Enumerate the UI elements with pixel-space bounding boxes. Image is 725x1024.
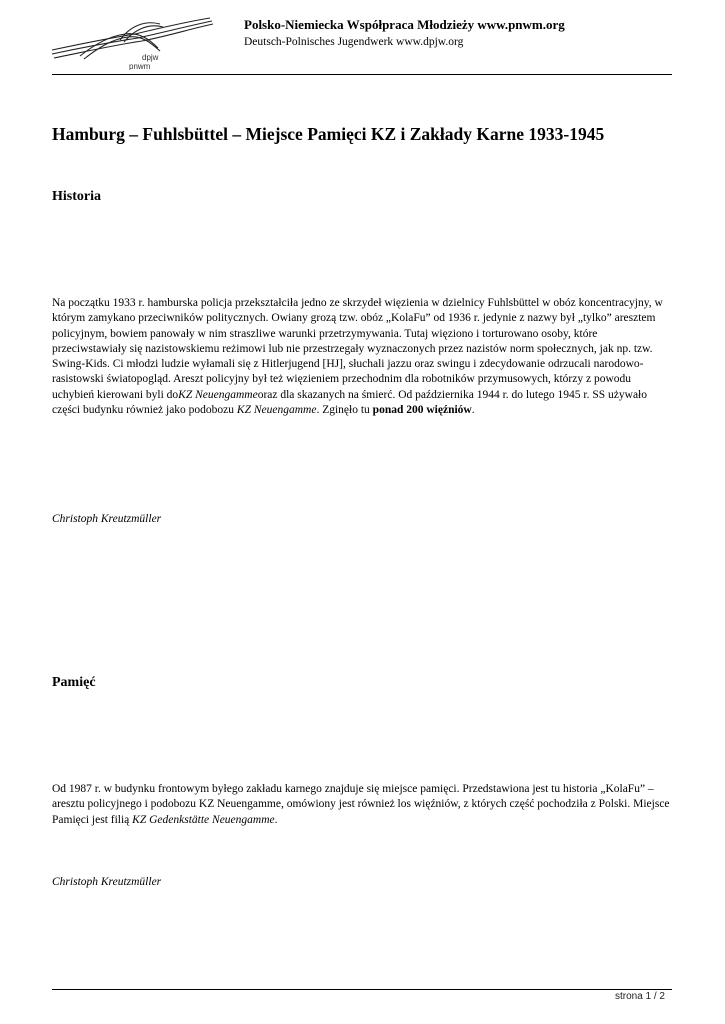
- svg-text:pnwm: pnwm: [129, 62, 151, 70]
- section-author-pamiec: Christoph Kreutzmüller: [52, 876, 162, 888]
- section-author-historia: Christoph Kreutzmüller: [52, 513, 162, 525]
- dpjw-pnwm-logo: [50, 14, 215, 70]
- page-title: Hamburg – Fuhlsbüttel – Miejsce Pamięci KZ i Zakłady Karne 1933-1945: [52, 124, 605, 144]
- footer-divider: [52, 989, 672, 990]
- org-name-german: Deutsch-Polnisches Jugendwerk www.dpjw.org: [244, 36, 464, 48]
- page-number: strona 1 / 2: [614, 991, 665, 1002]
- section-paragraph-historia: Na początku 1933 r. hamburska policja przekształciła jedno ze skrzydeł więzienia w dzielnicy Fuhlsbüttel w obóz koncentracyjny, w którym zamykano przeciwników politycznych. Owiany grozą tzw. obóz „KolaFu” od 1936 r. jedynie z nazwy był „tylko” aresztem policyjnym, bowiem panowały w nim straszliwe warunki przetrzymywania. Tutaj więziono i torturowano osoby, które przeciwstawiały się nazistowskiemu reżimowi lub nie przestrzegały wyznaczonych przez nazistów norm społecznych, jak np. tzw. Swing-Kids. Ci młodzi ludzie wyłamali się z Hitlerjugend [HJ], słuchali jazzu oraz swingu i zdecydowanie odrzucali narodowo-rasistowski światopogląd. Areszt policyjny był też więzieniem przechodnim dla robotników przymusowych, którzy z powodu uchybień kierowani byli doKZ Neuengammeoraz dla skazanych na śmierć. Od października 1944 r. do lutego 1945 r. SS używało części budynku również jako podobozu KZ Neuengamme. Zginęło tu ponad 200 więźniów.: [52, 297, 663, 417]
- org-name-polish: Polsko-Niemiecka Współpraca Młodzieży www.pnwm.org: [244, 17, 565, 32]
- svg-text:dpjw: dpjw: [142, 53, 159, 62]
- section-paragraph-pamiec: Od 1987 r. w budynku frontowym byłego zakładu karnego znajduje się miejsce pamięci. Przedstawiona jest tu historia „KolaFu” – aresztu policyjnego i podobozu KZ Neuengamme, omówiony jest również los więźniów, z których część pochodziła z Polski. Miejsce Pamięci jest filią KZ Gedenkstätte Neuengamme.: [52, 783, 670, 826]
- header-divider: [52, 74, 672, 75]
- section-heading-historia: Historia: [52, 189, 101, 204]
- section-heading-pamiec: Pamięć: [52, 675, 96, 690]
